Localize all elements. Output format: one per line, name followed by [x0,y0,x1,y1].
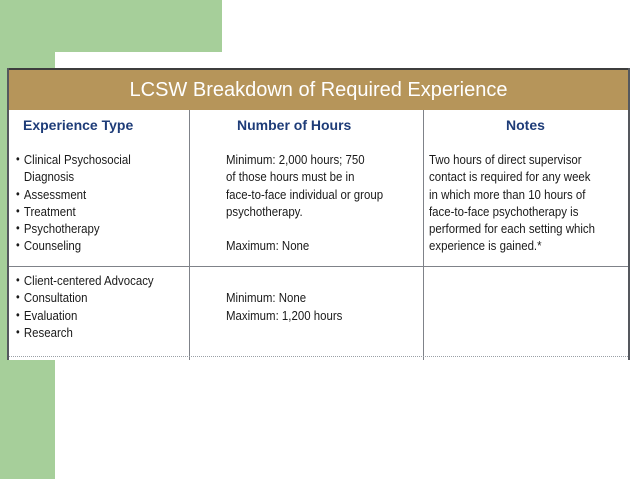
text-line: performed for each setting which [429,221,595,237]
text-line [226,220,383,237]
text-line: Two hours of direct supervisor [429,152,582,167]
row2-number-of-hours-cell [226,272,342,324]
list-item: • Consultation [16,289,154,306]
list-item: Diagnosis [23,169,75,185]
list-item: • Assessment [16,186,131,203]
list-item: • Psychotherapy [16,220,131,237]
text-line: of those hours must be in [226,169,355,185]
text-line: psychotherapy. [226,203,303,219]
row2-experience-type-cell [16,272,154,341]
row1-notes-cell [429,151,595,255]
list-item: • Clinical Psychosocial [16,151,131,168]
text-line: contact is required for any week [429,169,591,185]
slide-green-top-accent [0,0,222,52]
header-experience-type: Experience Type [23,117,134,133]
table-bottom-edge [9,356,628,360]
text-line: Minimum: None [226,290,307,306]
text-line: in which more than 10 hours of [429,186,586,202]
row1-number-of-hours-cell [226,151,383,255]
text-line [226,272,342,289]
list-item: • Client-centered Advocacy [16,272,154,289]
text-line: face-to-face psychotherapy is [429,203,579,219]
experience-table [7,68,630,360]
text-line: Minimum: 2,000 hours; 750 [226,152,365,167]
list-item: • Evaluation [16,307,154,324]
row-divider [9,266,628,267]
list-item: • Treatment [16,203,131,220]
table-title: LCSW Breakdown of Required Experience [9,68,628,110]
row1-experience-type-cell [16,151,131,255]
text-line: experience is gained.* [429,238,542,254]
column-divider [423,110,424,360]
text-line: face-to-face individual or group [226,186,384,202]
header-number-of-hours: Number of Hours [237,117,352,133]
text-line: Maximum: None [226,238,310,254]
list-item: • Research [16,324,154,341]
text-line: Maximum: 1,200 hours [226,307,343,323]
header-notes: Notes [506,117,545,133]
column-divider [189,110,190,360]
list-item: • Counseling [16,237,131,254]
